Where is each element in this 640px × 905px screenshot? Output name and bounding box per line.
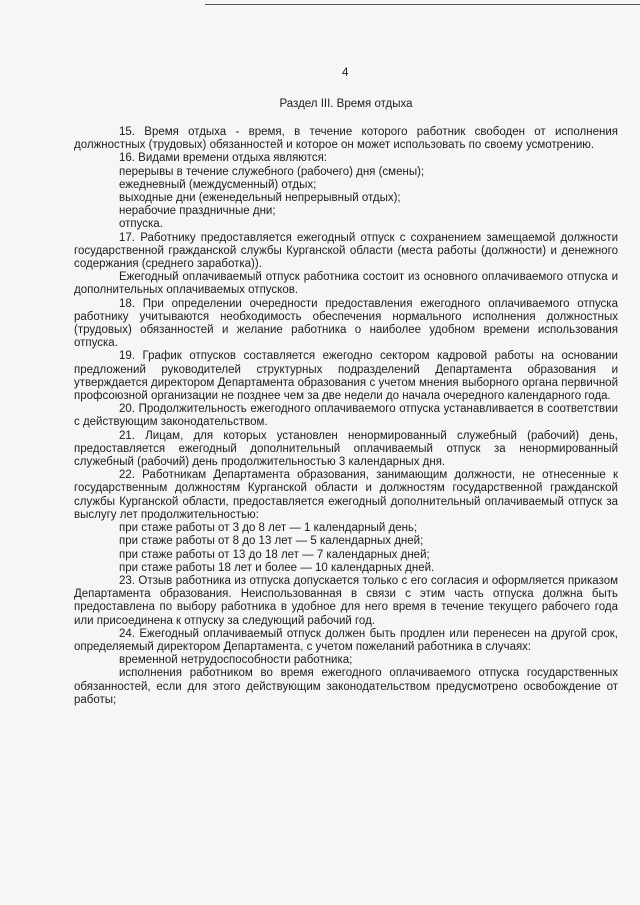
list-item: отпуска. bbox=[119, 218, 163, 231]
list-item: временной нетрудоспособности работника; bbox=[119, 654, 353, 667]
list-item: перерывы в течение служебного (рабочего) дня (смены); bbox=[119, 165, 425, 178]
paragraph: 18. При определении очередности предоставления ежегодного оплачиваемого отпуска работнику учитываются необходимость обеспечения нормального исполнения должностных (трудовых) обязанностей и желание работника о наиболее удобном времени использования отпуска. bbox=[74, 297, 618, 350]
list-item: нерабочие праздничные дни; bbox=[119, 205, 276, 218]
paragraph: 20. Продолжительность ежегодного оплачиваемого отпуска устанавливается в соответствии с действующим законодательством. bbox=[74, 403, 618, 429]
paragraph: 17. Работнику предоставляется ежегодный отпуск с сохранением замещаемой должности государственной гражданской службы Курганской области (места работы (должности) и денежного содержания (среднего заработка)). bbox=[74, 231, 618, 271]
paragraph: 22. Работникам Департамента образования, занимающим должности, не отнесенные к государственным должностям Курганской области и должностям государственной гражданской службы Курганской области, предоставляется ежегодный дополнительный оплачиваемый отпуск за выслугу лет продолжительностью: bbox=[74, 469, 618, 521]
paragraph: 24. Ежегодный оплачиваемый отпуск должен быть продлен или перенесен на другой срок, определяемый директором Департамента, с учетом пожеланий работника в случаях: bbox=[74, 627, 618, 653]
list-item: при стаже работы от 3 до 8 лет — 1 календарный день; bbox=[119, 522, 418, 535]
document-body bbox=[74, 126, 618, 707]
paragraph: 23. Отзыв работника из отпуска допускается только с его согласия и оформляется приказом Департамента образования. Неиспользованная в связи с этим часть отпуска должна быть предоставлена по выбору работника в удобное для него время в течение текущего рабочего года или присоединена к отпуску за следующий рабочий год. bbox=[74, 574, 618, 627]
paragraph: 16. Видами времени отдыха являются: bbox=[119, 152, 327, 165]
list-item: при стаже работы 18 лет и более — 10 календарных дней. bbox=[119, 561, 435, 574]
paragraph: 15. Время отдыха - время, в течение которого работник свободен от исполнения должностных (трудовых) обязанностей и которое он может использовать по своему усмотрению. bbox=[74, 126, 618, 152]
list-item: выходные дни (еженедельный непрерывный отдых); bbox=[119, 192, 401, 205]
scan-top-edge-line bbox=[205, 4, 640, 5]
paragraph: Ежегодный оплачиваемый отпуск работника состоит из основного оплачиваемого отпуска и дополнительных оплачиваемых отпусков. bbox=[74, 271, 618, 297]
page-number: 4 bbox=[342, 67, 349, 79]
paragraph: исполнения работником во время ежегодного оплачиваемого отпуска государственных обязанностей, если для этого действующим законодательством предусмотрено освобождение от работы; bbox=[74, 667, 618, 706]
list-item: при стаже работы от 8 до 13 лет — 5 календарных дней; bbox=[119, 535, 424, 548]
list-item: при стаже работы от 13 до 18 лет — 7 календарных дней; bbox=[119, 548, 430, 561]
list-item: ежедневный (междусменный) отдых; bbox=[119, 178, 317, 191]
paragraph: 19. График отпусков составляется ежегодно сектором кадровой работы на основании предложений руководителей структурных подразделений Департамента образования и утверждается директором Департамента образования с учетом мнения выборного органа первичной профсоюзной организации не позднее чем за две недели до начала очередного календарного года. bbox=[74, 350, 618, 403]
paragraph: 21. Лицам, для которых установлен ненормированный служебный (рабочий) день, предоставляется ежегодный дополнительный оплачиваемый отпуск за ненормированный служебный (рабочий) день продолжительностью 3 календарных дня. bbox=[74, 429, 618, 469]
section-title: Раздел III. Время отдыха bbox=[279, 98, 413, 110]
